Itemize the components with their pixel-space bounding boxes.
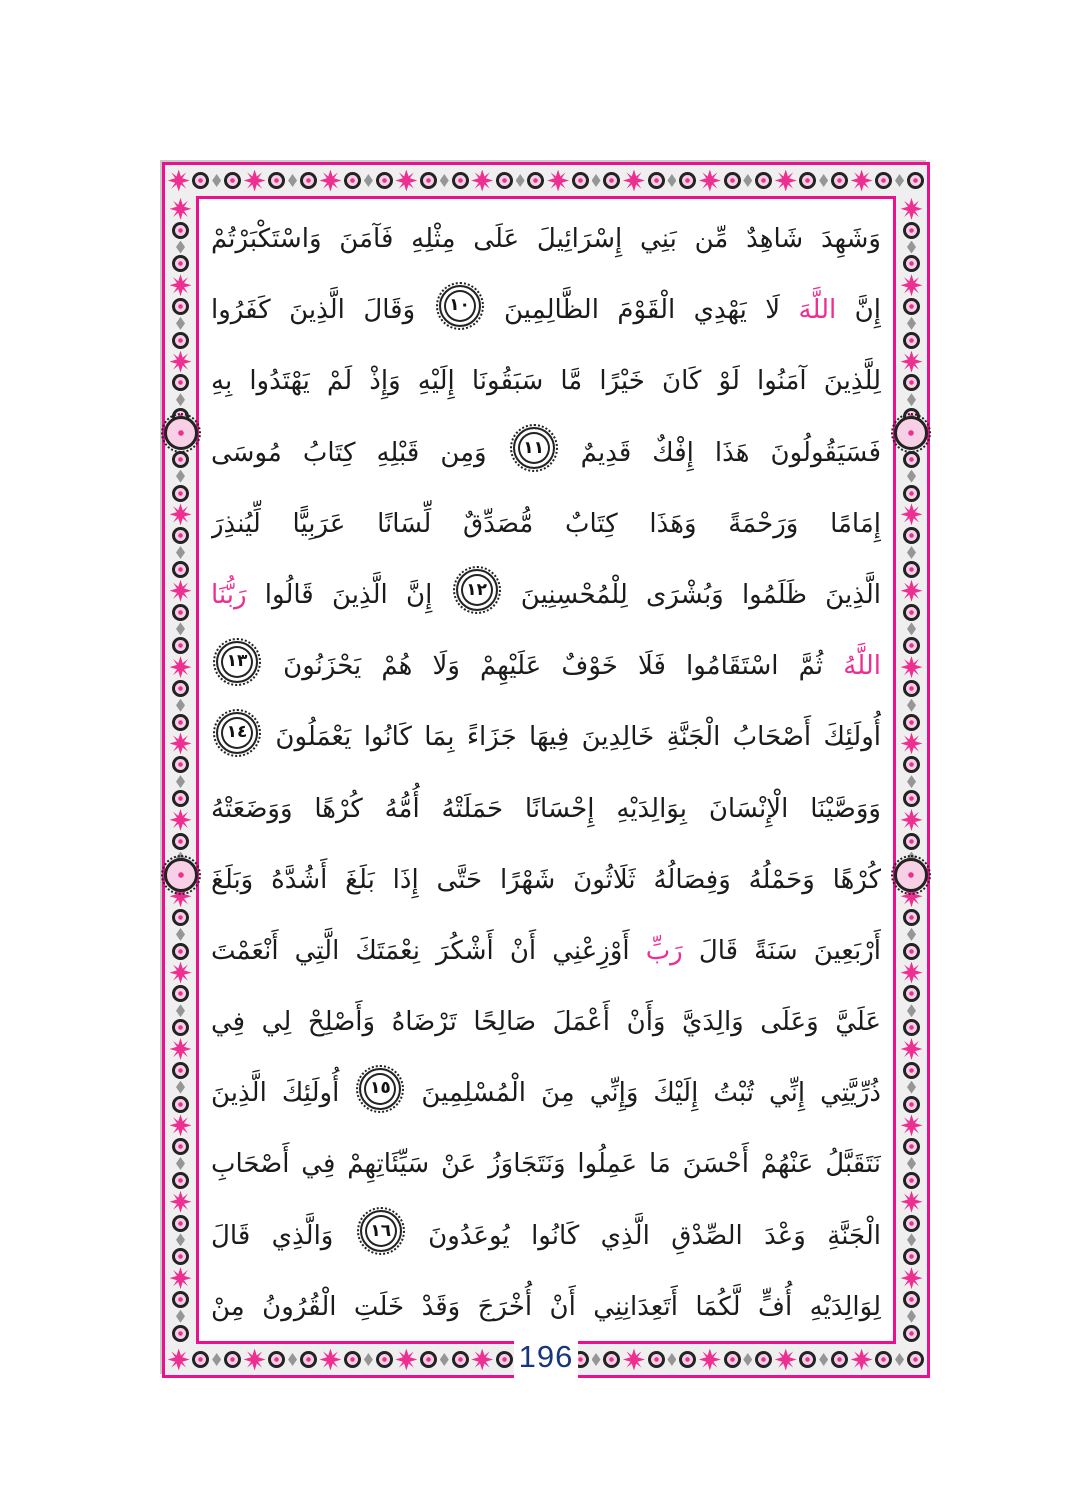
black-scroll-ring-with-pink-dot-icon (875, 1351, 892, 1368)
pink-flower-burst-icon (901, 809, 923, 831)
gray-leaf-icon (895, 1353, 904, 1366)
pink-flower-burst-icon (170, 656, 192, 678)
pink-flower-burst-icon (699, 1349, 721, 1371)
pink-flower-burst-icon (901, 732, 923, 754)
gray-leaf-icon (907, 470, 916, 483)
gray-leaf-icon (176, 775, 185, 788)
gray-leaf-icon (819, 174, 828, 187)
pink-flower-burst-icon (170, 732, 192, 754)
pink-flower-burst-icon (901, 198, 923, 220)
black-scroll-ring-with-pink-dot-icon (755, 1351, 772, 1368)
pink-flower-burst-icon (395, 1349, 417, 1371)
black-scroll-ring-with-pink-dot-icon (172, 637, 189, 654)
quran-line (211, 1201, 881, 1272)
pink-flower-burst-icon (901, 962, 923, 984)
black-scroll-ring-with-pink-dot-icon (452, 1351, 469, 1368)
gray-leaf-icon (592, 1353, 601, 1366)
side-scroll-medallion-icon (894, 416, 928, 450)
black-scroll-ring-with-pink-dot-icon (172, 561, 189, 578)
black-scroll-ring-with-pink-dot-icon (172, 714, 189, 731)
pink-flower-burst-icon (170, 962, 192, 984)
quran-text-segment: أُولَئِكَ أَصْحَابُ الْجَنَّةِ خَالِدِينَ فِيهَا جَزَاءً بِمَا كَانُوا يَعْمَلُونَ (263, 722, 881, 753)
gray-leaf-icon (743, 174, 752, 187)
black-scroll-ring-with-pink-dot-icon (496, 1351, 513, 1368)
black-scroll-ring-with-pink-dot-icon (376, 1351, 393, 1368)
verse-end-medallion-icon (216, 712, 258, 754)
gray-leaf-icon (907, 1310, 916, 1323)
quran-text-segment: عَلَيَّ وَعَلَى وَالِدَيَّ وَأَنْ أَعْمَلَ صَالِحًا تَرْضَاهُ وَأَصْلِحْ لِي فِي (211, 1007, 881, 1038)
pink-flower-burst-icon (547, 170, 569, 192)
black-scroll-ring-with-pink-dot-icon (172, 680, 189, 697)
quran-text-segment: وَالَّذِي قَالَ (211, 1220, 355, 1251)
quran-text-segment: وَشَهِدَ شَاهِدٌ مِّن بَنِي إِسْرَائِيلَ عَلَى مِثْلِهِ فَآمَنَ وَاسْتَكْبَرْتُمْ (211, 224, 881, 254)
pink-flower-burst-icon (170, 351, 192, 373)
quran-text-segment: أُولَئِكَ الَّذِينَ (211, 1078, 355, 1109)
black-scroll-ring-with-pink-dot-icon (172, 1019, 189, 1036)
pink-flower-burst-icon (901, 1114, 923, 1136)
gray-leaf-icon (907, 1233, 916, 1246)
pink-flower-burst-icon (170, 809, 192, 831)
border-ornament-band-right (896, 196, 927, 1344)
black-scroll-ring-with-pink-dot-icon (903, 332, 920, 349)
gray-leaf-icon (743, 1353, 752, 1366)
black-scroll-ring-with-pink-dot-icon (724, 1351, 741, 1368)
black-scroll-ring-with-pink-dot-icon (172, 451, 189, 468)
black-scroll-ring-with-pink-dot-icon (903, 1019, 920, 1036)
quran-text-segment: لِوَالِدَيْهِ أُفٍّ لَّكُمَا أَتَعِدَانِنِي أَنْ أُخْرَجَ وَقَدْ خَلَتِ الْقُرُونُ مِنْ (211, 1291, 881, 1322)
black-scroll-ring-with-pink-dot-icon (903, 222, 920, 239)
black-scroll-ring-with-pink-dot-icon (224, 172, 241, 189)
black-scroll-ring-with-pink-dot-icon (903, 943, 920, 960)
quran-line (211, 774, 881, 845)
black-scroll-ring-with-pink-dot-icon (172, 1172, 189, 1189)
quran-line (211, 845, 881, 916)
black-scroll-ring-with-pink-dot-icon (172, 985, 189, 1002)
pink-flower-burst-icon (319, 1349, 341, 1371)
verse-number: ١٤ (226, 722, 248, 743)
black-scroll-ring-with-pink-dot-icon (420, 172, 437, 189)
pink-flower-burst-icon (851, 1349, 873, 1371)
black-scroll-ring-with-pink-dot-icon (224, 1351, 241, 1368)
quran-text-segment: لِلَّذِينَ آمَنُوا لَوْ كَانَ خَيْرًا مَّا سَبَقُونَا إِلَيْهِ وَإِذْ لَمْ يَهْتَدُوا بِهِ (211, 366, 881, 397)
black-scroll-ring-with-pink-dot-icon (903, 451, 920, 468)
verse-number: ١٥ (369, 1078, 391, 1099)
quran-text-segment: الَّذِينَ ظَلَمُوا وَبُشْرَى لِلْمُحْسِنِينَ (502, 579, 881, 610)
gray-leaf-icon (516, 174, 525, 187)
verse-end-medallion-icon (456, 569, 498, 611)
gray-leaf-icon (176, 470, 185, 483)
black-scroll-ring-with-pink-dot-icon (527, 172, 544, 189)
black-scroll-ring-with-pink-dot-icon (172, 790, 189, 807)
black-scroll-ring-with-pink-dot-icon (268, 172, 285, 189)
quran-text-segment: لَا يَهْدِي الْقَوْمَ الظَّالِمِينَ (485, 295, 799, 326)
black-scroll-ring-with-pink-dot-icon (300, 1351, 317, 1368)
pink-flower-burst-icon (901, 1267, 923, 1289)
pink-flower-burst-icon (471, 1349, 493, 1371)
black-scroll-ring-with-pink-dot-icon (268, 1351, 285, 1368)
black-scroll-ring-with-pink-dot-icon (376, 172, 393, 189)
divine-name-highlight: اللَّهَ (798, 295, 837, 326)
black-scroll-ring-with-pink-dot-icon (172, 1291, 189, 1308)
gray-leaf-icon (176, 699, 185, 712)
gray-leaf-icon (176, 241, 185, 254)
quran-text-segment: فَسَيَقُولُونَ هَذَا إِفْكٌ قَدِيمٌ (559, 437, 881, 468)
gray-leaf-icon (907, 1081, 916, 1094)
black-scroll-ring-with-pink-dot-icon (907, 172, 924, 189)
quran-text-segment: وَوَصَّيْنَا الْإِنْسَانَ بِوَالِدَيْهِ إِحْسَانًا حَمَلَتْهُ أُمُّهُ كُرْهًا وَوَضَعَتْهُ (211, 793, 881, 824)
black-scroll-ring-with-pink-dot-icon (903, 561, 920, 578)
pink-flower-burst-icon (775, 1349, 797, 1371)
black-scroll-ring-with-pink-dot-icon (903, 714, 920, 731)
black-scroll-ring-with-pink-dot-icon (172, 255, 189, 272)
black-scroll-ring-with-pink-dot-icon (603, 172, 620, 189)
pink-flower-burst-icon (170, 503, 192, 525)
black-scroll-ring-with-pink-dot-icon (452, 172, 469, 189)
gray-leaf-icon (176, 1081, 185, 1094)
black-scroll-ring-with-pink-dot-icon (799, 1351, 816, 1368)
black-scroll-ring-with-pink-dot-icon (903, 909, 920, 926)
gray-leaf-icon (907, 546, 916, 559)
quran-text-segment: أَرْبَعِينَ سَنَةً قَالَ (682, 935, 881, 966)
black-scroll-ring-with-pink-dot-icon (903, 1096, 920, 1113)
pink-flower-burst-icon (901, 656, 923, 678)
quran-text-segment: الْجَنَّةِ وَعْدَ الصِّدْقِ الَّذِي كَانُوا يُوعَدُونَ (406, 1220, 881, 1251)
pink-flower-burst-icon (170, 1038, 192, 1060)
verse-number: ١٠ (449, 295, 470, 316)
black-scroll-ring-with-pink-dot-icon (172, 1096, 189, 1113)
pink-flower-burst-icon (395, 170, 417, 192)
quran-line (211, 702, 881, 773)
quran-line (211, 916, 881, 987)
pink-flower-burst-icon (901, 351, 923, 373)
quran-line (211, 346, 881, 417)
quran-text-segment: وَقَالَ الَّذِينَ كَفَرُوا (211, 295, 434, 326)
black-scroll-ring-with-pink-dot-icon (172, 222, 189, 239)
black-scroll-ring-with-pink-dot-icon (903, 255, 920, 272)
divine-name-highlight: رَبُّنَا (211, 579, 247, 610)
black-scroll-ring-with-pink-dot-icon (344, 1351, 361, 1368)
black-scroll-ring-with-pink-dot-icon (903, 680, 920, 697)
gray-leaf-icon (819, 1353, 828, 1366)
gray-leaf-icon (176, 928, 185, 941)
gray-leaf-icon (440, 1353, 449, 1366)
page-number: 196 (518, 1339, 574, 1374)
pink-flower-burst-icon (699, 170, 721, 192)
gray-leaf-icon (176, 622, 185, 635)
side-scroll-medallion-icon (164, 416, 198, 450)
gray-leaf-icon (288, 174, 297, 187)
pink-flower-burst-icon (244, 1349, 266, 1371)
black-scroll-ring-with-pink-dot-icon (903, 1248, 920, 1265)
divine-name-highlight: اللَّهُ (843, 651, 881, 682)
pink-flower-burst-icon (623, 170, 645, 192)
quran-text-segment: أَوْزِعْنِي أَنْ أَشْكُرَ نِعْمَتَكَ الَّتِي أَنْعَمْتَ (211, 935, 646, 966)
black-scroll-ring-with-pink-dot-icon (903, 790, 920, 807)
quran-text-segment: إِمَامًا وَرَحْمَةً وَهَذَا كِتَابٌ مُّصَدِّقٌ لِّسَانًا عَرَبِيًّا لِّيُنذِرَ (211, 508, 881, 539)
quran-text-segment: إِنَّ الَّذِينَ قَالُوا (246, 579, 451, 610)
border-ornament-band-left (165, 196, 196, 1344)
black-scroll-ring-with-pink-dot-icon (172, 332, 189, 349)
black-scroll-ring-with-pink-dot-icon (903, 485, 920, 502)
gray-leaf-icon (667, 1353, 676, 1366)
quran-line (211, 1272, 881, 1343)
quran-line (211, 275, 881, 346)
quran-text-block (211, 204, 881, 1343)
verse-end-medallion-icon (216, 641, 258, 683)
black-scroll-ring-with-pink-dot-icon (724, 172, 741, 189)
black-scroll-ring-with-pink-dot-icon (903, 298, 920, 315)
black-scroll-ring-with-pink-dot-icon (679, 1351, 696, 1368)
black-scroll-ring-with-pink-dot-icon (172, 1138, 189, 1155)
gray-leaf-icon (176, 1157, 185, 1170)
side-scroll-medallion-icon (894, 858, 928, 892)
black-scroll-ring-with-pink-dot-icon (172, 1062, 189, 1079)
black-scroll-ring-with-pink-dot-icon (172, 527, 189, 544)
gray-leaf-icon (907, 393, 916, 406)
gray-leaf-icon (176, 317, 185, 330)
gray-leaf-icon (592, 174, 601, 187)
gray-leaf-icon (907, 1004, 916, 1017)
gray-leaf-icon (176, 1310, 185, 1323)
quran-text-segment: إِنَّ (836, 295, 881, 326)
black-scroll-ring-with-pink-dot-icon (875, 172, 892, 189)
gray-leaf-icon (364, 174, 373, 187)
black-scroll-ring-with-pink-dot-icon (903, 1138, 920, 1155)
black-scroll-ring-with-pink-dot-icon (907, 1351, 924, 1368)
gray-leaf-icon (176, 1233, 185, 1246)
black-scroll-ring-with-pink-dot-icon (172, 604, 189, 621)
pink-flower-burst-icon (901, 580, 923, 602)
quran-line (211, 987, 881, 1058)
gray-leaf-icon (212, 174, 221, 187)
pink-flower-burst-icon (168, 170, 190, 192)
black-scroll-ring-with-pink-dot-icon (420, 1351, 437, 1368)
black-scroll-ring-with-pink-dot-icon (903, 1215, 920, 1232)
pink-flower-burst-icon (170, 274, 192, 296)
black-scroll-ring-with-pink-dot-icon (831, 1351, 848, 1368)
border-ornament-band-top (165, 165, 927, 196)
verse-number: ١١ (523, 437, 545, 458)
black-scroll-ring-with-pink-dot-icon (831, 172, 848, 189)
quran-line (211, 418, 881, 489)
gray-leaf-icon (176, 546, 185, 559)
verse-number: ١٦ (370, 1220, 392, 1241)
black-scroll-ring-with-pink-dot-icon (172, 909, 189, 926)
verse-end-medallion-icon (359, 1068, 401, 1110)
black-scroll-ring-with-pink-dot-icon (903, 604, 920, 621)
gray-leaf-icon (895, 174, 904, 187)
quran-line (211, 1129, 881, 1200)
black-scroll-ring-with-pink-dot-icon (903, 1172, 920, 1189)
black-scroll-ring-with-pink-dot-icon (903, 1291, 920, 1308)
quran-text-segment: ثُمَّ اسْتَقَامُوا فَلَا خَوْفٌ عَلَيْهِمْ وَلَا هُمْ يَحْزَنُونَ (263, 651, 844, 682)
gray-leaf-icon (288, 1353, 297, 1366)
pink-flower-burst-icon (623, 1349, 645, 1371)
pink-flower-burst-icon (901, 274, 923, 296)
gray-leaf-icon (907, 775, 916, 788)
gray-leaf-icon (907, 699, 916, 712)
quran-line (211, 489, 881, 560)
side-scroll-medallion-icon (164, 858, 198, 892)
black-scroll-ring-with-pink-dot-icon (172, 1248, 189, 1265)
black-scroll-ring-with-pink-dot-icon (648, 1351, 665, 1368)
gray-leaf-icon (667, 174, 676, 187)
gray-leaf-icon (907, 1157, 916, 1170)
verse-number: ١٢ (466, 579, 487, 600)
decorative-border-frame (162, 162, 930, 1378)
black-scroll-ring-with-pink-dot-icon (192, 172, 209, 189)
black-scroll-ring-with-pink-dot-icon (799, 172, 816, 189)
pink-flower-burst-icon (901, 1038, 923, 1060)
black-scroll-ring-with-pink-dot-icon (172, 485, 189, 502)
black-scroll-ring-with-pink-dot-icon (192, 1351, 209, 1368)
gray-leaf-icon (176, 393, 185, 406)
black-scroll-ring-with-pink-dot-icon (300, 172, 317, 189)
black-scroll-ring-with-pink-dot-icon (679, 172, 696, 189)
black-scroll-ring-with-pink-dot-icon (903, 374, 920, 391)
gray-leaf-icon (440, 174, 449, 187)
black-scroll-ring-with-pink-dot-icon (903, 1325, 920, 1342)
black-scroll-ring-with-pink-dot-icon (172, 298, 189, 315)
pink-flower-burst-icon (170, 580, 192, 602)
gray-leaf-icon (176, 1004, 185, 1017)
quran-line (211, 560, 881, 631)
pink-flower-burst-icon (901, 503, 923, 525)
gray-leaf-icon (907, 317, 916, 330)
pink-flower-burst-icon (244, 170, 266, 192)
black-scroll-ring-with-pink-dot-icon (603, 1351, 620, 1368)
quran-text-segment: كُرْهًا وَحَمْلُهُ وَفِصَالُهُ ثَلَاثُونَ شَهْرًا حَتَّى إِذَا بَلَغَ أَشُدَّهُ وَبَلَغَ (211, 864, 881, 895)
black-scroll-ring-with-pink-dot-icon (172, 374, 189, 391)
black-scroll-ring-with-pink-dot-icon (755, 172, 772, 189)
black-scroll-ring-with-pink-dot-icon (172, 833, 189, 850)
pink-flower-burst-icon (851, 170, 873, 192)
black-scroll-ring-with-pink-dot-icon (172, 756, 189, 773)
pink-flower-burst-icon (168, 1349, 190, 1371)
pink-flower-burst-icon (319, 170, 341, 192)
black-scroll-ring-with-pink-dot-icon (903, 756, 920, 773)
pink-flower-burst-icon (170, 1267, 192, 1289)
black-scroll-ring-with-pink-dot-icon (496, 172, 513, 189)
black-scroll-ring-with-pink-dot-icon (903, 1062, 920, 1079)
pink-flower-burst-icon (775, 170, 797, 192)
black-scroll-ring-with-pink-dot-icon (172, 1215, 189, 1232)
quran-line (211, 631, 881, 702)
gray-leaf-icon (907, 622, 916, 635)
gray-leaf-icon (364, 1353, 373, 1366)
verse-end-medallion-icon (439, 285, 481, 327)
black-scroll-ring-with-pink-dot-icon (172, 943, 189, 960)
pink-flower-burst-icon (170, 198, 192, 220)
divine-name-highlight: رَبِّ (645, 935, 683, 966)
gray-leaf-icon (907, 928, 916, 941)
black-scroll-ring-with-pink-dot-icon (172, 1325, 189, 1342)
quran-text-segment: ذُرِّيَّتِي إِنِّي تُبْتُ إِلَيْكَ وَإِنِّي مِنَ الْمُسْلِمِينَ (406, 1078, 881, 1109)
pink-flower-burst-icon (901, 1191, 923, 1213)
black-scroll-ring-with-pink-dot-icon (648, 172, 665, 189)
quran-text-area (196, 196, 896, 1344)
quran-text-segment: نَتَقَبَّلُ عَنْهُمْ أَحْسَنَ مَا عَمِلُوا وَنَتَجَاوَزُ عَنْ سَيِّئَاتِهِمْ فِي أَصْحَابِ (211, 1149, 881, 1180)
gray-leaf-icon (212, 1353, 221, 1366)
quran-text-segment: وَمِن قَبْلِهِ كِتَابُ مُوسَى (211, 437, 508, 468)
page-number-box (514, 1335, 578, 1379)
verse-end-medallion-icon (513, 427, 555, 469)
black-scroll-ring-with-pink-dot-icon (903, 833, 920, 850)
quran-line (211, 204, 881, 275)
pink-flower-burst-icon (170, 1114, 192, 1136)
black-scroll-ring-with-pink-dot-icon (903, 527, 920, 544)
pink-flower-burst-icon (471, 170, 493, 192)
quran-line (211, 1058, 881, 1129)
black-scroll-ring-with-pink-dot-icon (572, 172, 589, 189)
black-scroll-ring-with-pink-dot-icon (903, 985, 920, 1002)
gray-leaf-icon (907, 241, 916, 254)
verse-number: ١٣ (226, 651, 248, 672)
pink-flower-burst-icon (170, 1191, 192, 1213)
black-scroll-ring-with-pink-dot-icon (344, 172, 361, 189)
black-scroll-ring-with-pink-dot-icon (903, 637, 920, 654)
verse-end-medallion-icon (360, 1210, 402, 1252)
